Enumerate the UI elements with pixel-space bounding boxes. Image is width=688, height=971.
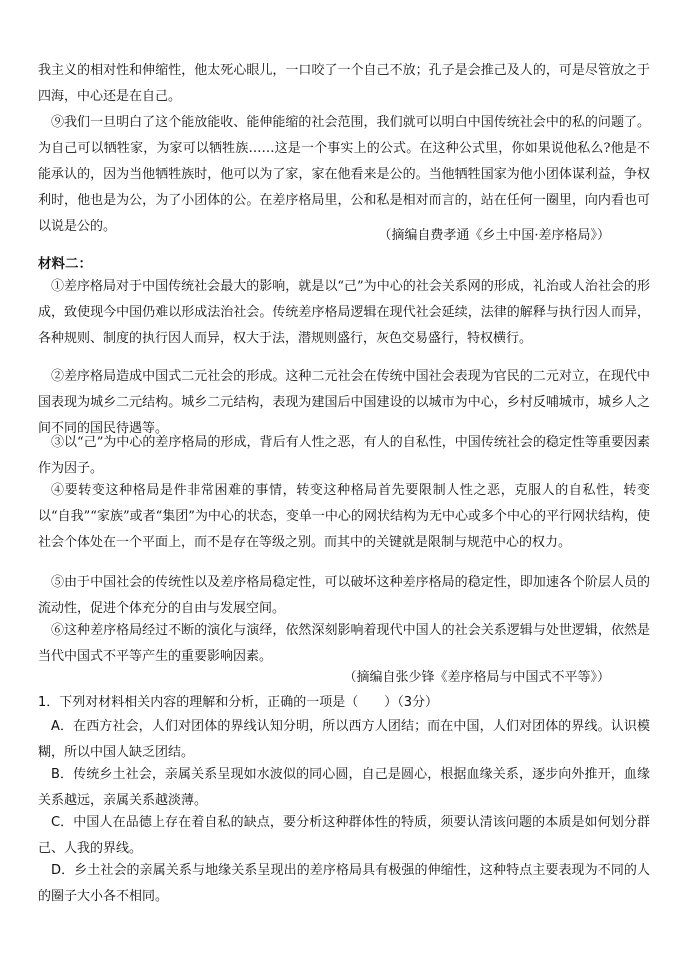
material1-paragraph-9: ⑨我们一旦明白了这个能放能收、能伸能缩的社会范围，我们就可以明白中国传统社会中的私的问题了。为自己可以牺牲家，为家可以牺牲族……这是一个事实上的公式。在这种公式里，你如果说他私么?他是不能承认的，因为当他牺牲族时，他可以为了家，家在他看来是公的。当他牺牲国家为他小团体谋利益，争权利时，他也是为公，为了小团体的公。在差序格局里，公和私是相对而言的，站在任何一圈里，向内看也可以说是公的。 xyxy=(38,115,650,234)
option-d: D．乡土社会的亲属关系与地缘关系呈现出的差序格局具有极强的伸缩性，这种特点主要表现为不同的人的圈子大小各不相同。 xyxy=(38,863,650,904)
material2-paragraph-2: ②差序格局造成中国式二元社会的形成。这种二元社会在传统中国社会表现为官民的二元对立，在现代中国表现为城乡二元结构。城乡二元结构，表现为建国后中国建设的以城市为中心，乡村反哺城市，城乡人之间不同的国民待遇等。 xyxy=(38,369,650,436)
material1-source: （摘编自费孝通《乡土中国·差序格局》） xyxy=(378,228,610,243)
question-stem: 1．下列对材料相关内容的理解和分析，正确的一项是（ ）（3分） xyxy=(38,695,439,710)
option-c: C．中国人在品德上存在着自私的缺点，要分析这种群体性的特质，须要认清该问题的本质是如何划分群己、人我的界线。 xyxy=(38,815,650,856)
material2-heading: 材料二： xyxy=(38,256,92,272)
option-a: A．在西方社会，人们对团体的界线认知分明，所以西方人团结；而在中国，人们对团体的界线。认识模糊，所以中国人缺乏团结。 xyxy=(38,719,650,760)
material2-paragraph-3: ③以“己”为中心的差序格局的形成，背后有人性之恶，有人的自私性，中国传统社会的稳定性等重要因素作为因子。 xyxy=(38,435,650,476)
material2-paragraph-1: ①差序格局对于中国传统社会最大的影响，就是以“己”为中心的社会关系网的形成，礼治或人治社会的形成，致使现今中国仍难以形成法治社会。传统差序格局逻辑在现代社会延续，法律的解释与执行因人而异，各种规则、制度的执行因人而异，权大于法，潜规则盛行，灰色交易盛行，特权横行。 xyxy=(38,279,650,346)
material2-source: （摘编自张少锋《差序格局与中国式不平等》） xyxy=(343,670,610,685)
material1-continuation: 我主义的相对性和伸缩性，他太死心眼儿，一口咬了一个自己不放；孔子是会推己及人的，可是尽管放之于四海，中心还是在自己。 xyxy=(38,63,650,104)
option-b: B．传统乡土社会，亲属关系呈现如水波似的同心圆，自己是圆心，根据血缘关系，逐步向外推开，血缘关系越远，亲属关系越淡薄。 xyxy=(38,767,650,808)
material2-paragraph-4: ④要转变这种格局是件非常困难的事情，转变这种格局首先要限制人性之恶，克服人的自私性，转变以“自我”“家族”或者“集团”为中心的状态，变单一中心的网状结构为无中心或多个中心的平行网状结构，使社会个体处在一个平面上，而不是存在等级之别。而其中的关键就是限制与规范中心的权力。 xyxy=(38,483,650,550)
material2-paragraph-5: ⑤由于中国社会的传统性以及差序格局稳定性，可以破坏这种差序格局的稳定性，即加速各个阶层人员的流动性，促进个体充分的自由与发展空间。 xyxy=(38,575,650,616)
material2-paragraph-6: ⑥这种差序格局经过不断的演化与演绎，依然深刻影响着现代中国人的社会关系逻辑与处世逻辑，依然是当代中国式不平等产生的重要影响因素。 xyxy=(38,623,650,664)
